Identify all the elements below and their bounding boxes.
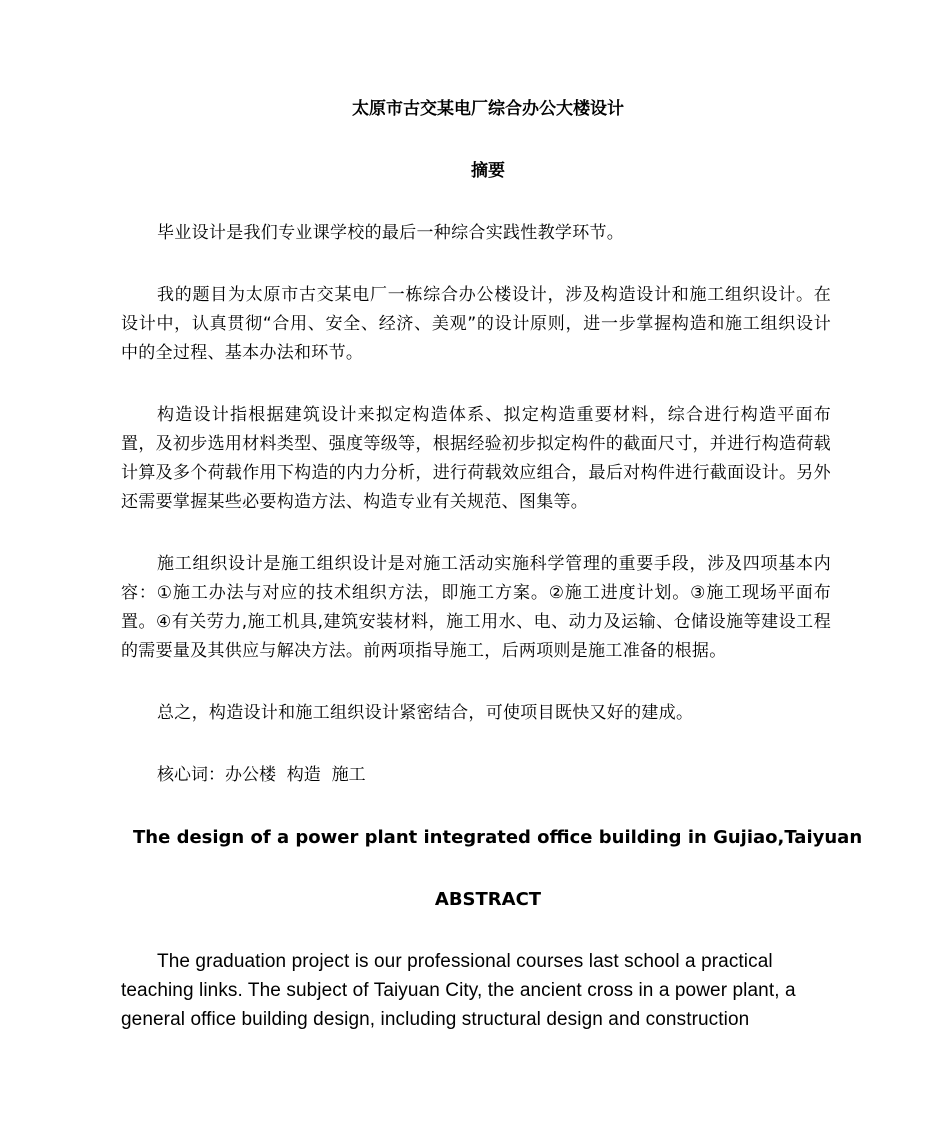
abstract-paragraph-cn: 构造设计指根据建筑设计来拟定构造体系、拟定构造重要材料，综合进行构造平面布置，及初步选用材料类型、强度等级等，根据经验初步拟定构件的截面尺寸，并进行构造荷载计算及多个荷载作用下构造的内力分析，进行荷载效应组合，最后对构件进行截面设计。另外还需要掌握某些必要构造方法、构造专业有关规范、图集等。 — [121, 405, 831, 512]
abstract-paragraph-cn: 毕业设计是我们专业课学校的最后一种综合实践性教学环节。 — [157, 223, 625, 243]
document-title-en: The design of a power plant integrated office building in Gujiao,Taiyuan — [133, 827, 863, 848]
document-page — [121, 95, 863, 1034]
document-title-cn: 太原市古交某电厂综合办公大楼设计 — [352, 99, 624, 119]
abstract-heading-cn: 摘要 — [471, 161, 505, 181]
abstract-paragraph-en: The graduation project is our professional courses last school a practical teaching links. The subject of Taiyuan City, the ancient cross in a power plant, a general office building design, including structural design and construction — [121, 951, 796, 1030]
keywords-cn: 核心词：办公楼 构造 施工 — [157, 765, 366, 785]
abstract-heading-en: ABSTRACT — [434, 889, 542, 910]
abstract-paragraph-cn: 施工组织设计是施工组织设计是对施工活动实施科学管理的重要手段，涉及四项基本内容：①施工办法与对应的技术组织方法，即施工方案。②施工进度计划。③施工现场平面布置。④有关劳力,施工机具,建筑安装材料，施工用水、电、动力及运输、仓储设施等建设工程的需要量及其供应与解决方法。前两项指导施工，后两项则是施工准备的根据。 — [121, 554, 831, 661]
abstract-paragraph-cn: 总之，构造设计和施工组织设计紧密结合，可使项目既快又好的建成。 — [157, 703, 694, 723]
abstract-paragraph-cn: 我的题目为太原市古交某电厂一栋综合办公楼设计，涉及构造设计和施工组织设计。在设计中，认真贯彻“合用、安全、经济、美观”的设计原则，进一步掌握构造和施工组织设计中的全过程、基本办法和环节。 — [121, 285, 831, 363]
